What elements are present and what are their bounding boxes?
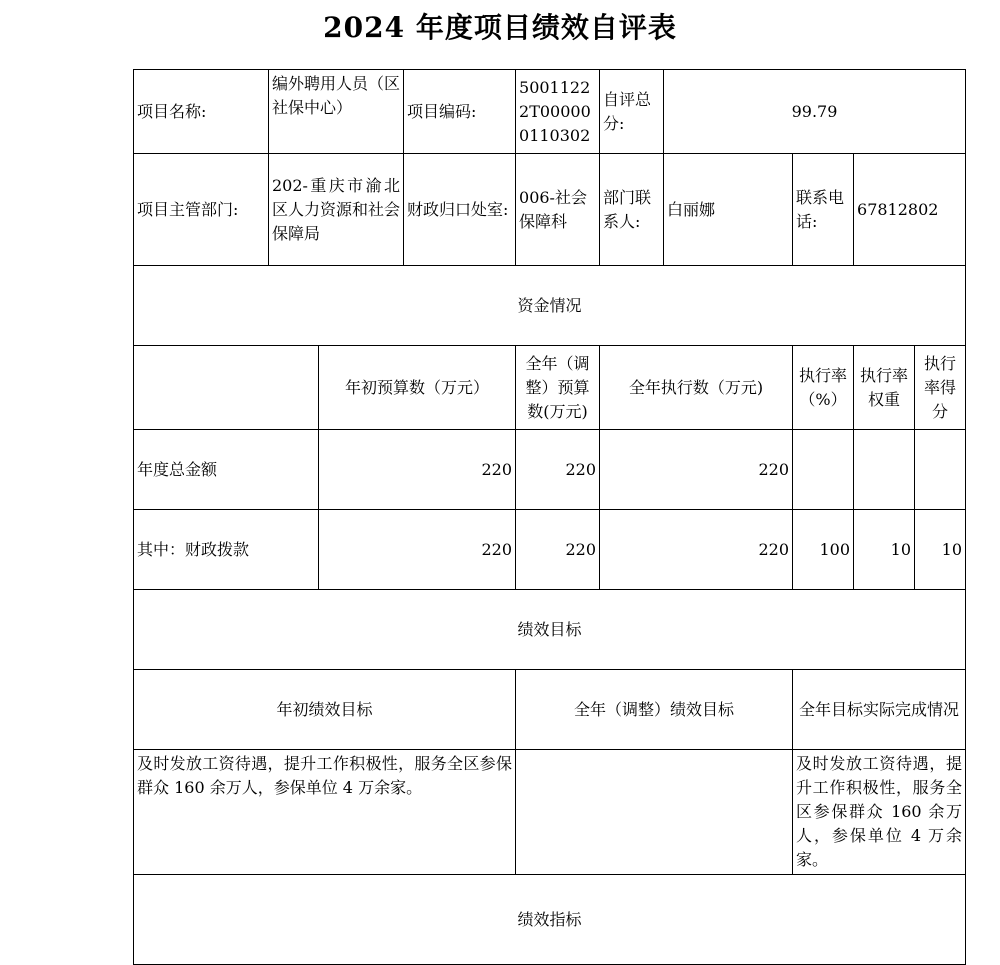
funds-executed-value: 220 xyxy=(600,430,793,510)
department-row xyxy=(134,154,966,266)
funds-initial-value: 220 xyxy=(319,510,516,590)
funds-weight-value: 10 xyxy=(854,510,915,590)
dept-value: 202-重庆市渝北区人力资源和社会保障局 xyxy=(269,154,404,266)
funds-header-adjusted: 全年（调整）预算数(万元) xyxy=(516,346,600,430)
funds-score-value xyxy=(915,430,966,510)
funds-header-initial: 年初预算数（万元） xyxy=(319,346,516,430)
goals-section-title: 绩效目标 xyxy=(134,590,966,670)
project-code-label: 项目编码: xyxy=(404,70,516,154)
funds-row-label: 其中：财政拨款 xyxy=(134,510,319,590)
initial-goal-text: 及时发放工资待遇，提升工作积极性，服务全区参保群众 160 余万人，参保单位 4 万余家。 xyxy=(134,750,516,875)
finance-office-value: 006-社会保障科 xyxy=(516,154,600,266)
funds-section-row xyxy=(134,266,966,346)
evaluation-table xyxy=(133,69,966,965)
total-score-label: 自评总分: xyxy=(600,70,664,154)
contact-label: 部门联系人: xyxy=(600,154,664,266)
funds-row-total xyxy=(134,430,966,510)
funds-header-row xyxy=(134,346,966,430)
goals-header-row xyxy=(134,670,966,750)
funds-score-value: 10 xyxy=(915,510,966,590)
finance-office-label: 财政归口处室: xyxy=(404,154,516,266)
funds-weight-value xyxy=(854,430,915,510)
total-score-value: 99.79 xyxy=(664,70,966,154)
funds-adjusted-value: 220 xyxy=(516,510,600,590)
contact-value: 白丽娜 xyxy=(664,154,793,266)
page-title: 2024 年度项目绩效自评表 xyxy=(323,11,677,44)
project-name-value: 编外聘用人员（区社保中心） xyxy=(269,70,404,154)
project-name-label: 项目名称: xyxy=(134,70,269,154)
funds-header-rate: 执行率（%） xyxy=(793,346,854,430)
goals-header-adjusted: 全年（调整）绩效目标 xyxy=(516,670,793,750)
indicators-section-row xyxy=(134,875,966,965)
funds-header-executed: 全年执行数（万元) xyxy=(600,346,793,430)
phone-value: 67812802 xyxy=(854,154,966,266)
funds-section-title: 资金情况 xyxy=(134,266,966,346)
funds-executed-value: 220 xyxy=(600,510,793,590)
adjusted-goal-text xyxy=(516,750,793,875)
dept-label: 项目主管部门: xyxy=(134,154,269,266)
funds-adjusted-value: 220 xyxy=(516,430,600,510)
goals-header-initial: 年初绩效目标 xyxy=(134,670,516,750)
goals-content-row xyxy=(134,750,966,875)
project-name-row xyxy=(134,70,966,154)
funds-row-fiscal xyxy=(134,510,966,590)
actual-completion-text: 及时发放工资待遇，提升工作积极性，服务全区参保群众 160 余万人，参保单位 4 万余家。 xyxy=(793,750,966,875)
funds-rate-value: 100 xyxy=(793,510,854,590)
indicators-section-title: 绩效指标 xyxy=(134,875,966,965)
goals-section-row xyxy=(134,590,966,670)
funds-row-label: 年度总金额 xyxy=(134,430,319,510)
funds-rate-value xyxy=(793,430,854,510)
funds-header-blank xyxy=(134,346,319,430)
funds-initial-value: 220 xyxy=(319,430,516,510)
project-code-value: 50011222T000000110302 xyxy=(516,70,600,154)
funds-header-weight: 执行率权重 xyxy=(854,346,915,430)
funds-header-score: 执行率得分 xyxy=(915,346,966,430)
goals-header-actual: 全年目标实际完成情况 xyxy=(793,670,966,750)
phone-label: 联系电话: xyxy=(793,154,854,266)
